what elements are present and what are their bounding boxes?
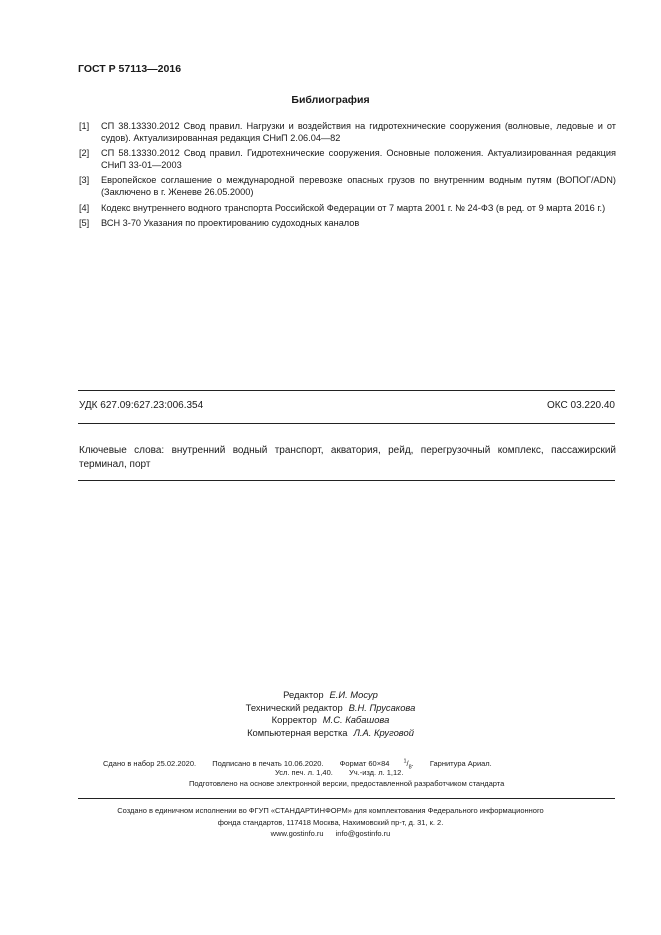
bibliography-item	[79, 203, 616, 215]
bibliography-item-number: [5]	[79, 218, 90, 229]
bibliography-item-number: [2]	[79, 148, 90, 159]
staff-row-proofreader	[0, 714, 661, 727]
bibliography-item-number: [4]	[79, 202, 90, 213]
publisher-line-2: фонда стандартов, 117418 Москва, Нахимовский пр-т, д. 31, к. 2.	[217, 817, 444, 827]
staff-row-editor	[0, 689, 661, 702]
pub-sheets: Уч.-изд. л. 1,12.	[348, 768, 404, 777]
divider-bottom	[78, 480, 615, 481]
bibliography-item-text: СП 38.13330.2012 Свод правил. Нагрузки и воздействия на гидротехнические сооружения (волновые, ледовые и от судов). Актуализированная редакция СНиП 2.06.04—82	[101, 121, 616, 143]
udk-code: УДК 627.09:627.23:006.354	[79, 400, 204, 411]
bibliography-title: Библиография	[291, 94, 370, 106]
publisher-contacts	[0, 828, 661, 840]
imprint-line-2	[275, 767, 417, 778]
publisher-info	[0, 805, 661, 840]
bibliography-item-text: Кодекс внутреннего водного транспорта Российской Федерации от 7 марта 2001 г. № 24-ФЗ (в ред. от 9 марта 2016 г.)	[101, 202, 606, 213]
staff-row-technical-editor	[0, 702, 661, 715]
staff-credits	[0, 689, 661, 739]
bibliography-item	[79, 175, 616, 198]
staff-name: В.Н. Прусакова	[348, 701, 416, 713]
bibliography-item-text: СП 58.13330.2012 Свод правил. Гидротехнические сооружения. Основные положения. Актуализированная редакция СНиП 33-01—2003	[101, 148, 616, 170]
staff-row-layout	[0, 727, 661, 740]
imprint-prepared-note: Подготовлено на основе электронной версии, предоставленной разработчиком стандарта	[189, 779, 505, 788]
publisher-line-1: Создано в единичном исполнении во ФГУП «СТАНДАРТИНФОРМ» для комплектования Федерального информационного	[117, 806, 544, 815]
typeface: Гарнитура Ариал.	[429, 758, 492, 768]
bibliography-item-text: Европейское соглашение о международной перевозке опасных грузов по внутренним водным путям (ВОПОГ/ADN) (Заключено в г. Женеве 26.05.2000)	[101, 175, 616, 197]
staff-role: Корректор	[271, 714, 317, 726]
bibliography-list	[79, 121, 616, 234]
divider-top	[78, 390, 615, 391]
staff-name: Л.А. Круговой	[353, 726, 414, 738]
email-link[interactable]: info@gostinfo.ru	[335, 829, 391, 839]
bibliography-item	[79, 218, 616, 230]
staff-role: Технический редактор	[245, 701, 343, 713]
set-date: Сдано в набор 25.02.2020.	[103, 758, 197, 768]
divider-publisher	[78, 798, 615, 799]
keywords: Ключевые слова: внутренний водный транспорт, акватория, рейд, перегрузочный комплекс, пассажирский терминал, порт	[79, 445, 616, 470]
print-sheets: Усл. печ. л. 1,40.	[275, 768, 333, 777]
website-link[interactable]: www.gostinfo.ru	[270, 829, 324, 839]
paper-format: Формат 60×84 $^1/_8$.	[339, 758, 414, 770]
bibliography-item-number: [1]	[79, 121, 90, 131]
bibliography-item	[79, 121, 616, 144]
staff-name: М.С. Кабашова	[322, 714, 390, 726]
staff-role: Редактор	[283, 689, 324, 700]
oks-code: ОКС 03.220.40	[547, 400, 615, 411]
bibliography-item-text: ВСН 3-70 Указания по проектированию судоходных каналов	[101, 218, 360, 229]
sign-date: Подписано в печать 10.06.2020.	[212, 758, 324, 768]
staff-role: Компьютерная верстка	[247, 726, 348, 738]
staff-name: Е.И. Мосур	[329, 689, 378, 700]
bibliography-item	[79, 148, 616, 171]
document-code: ГОСТ Р 57113—2016	[78, 63, 182, 75]
divider-middle	[78, 423, 615, 424]
bibliography-item-number: [3]	[79, 175, 90, 186]
